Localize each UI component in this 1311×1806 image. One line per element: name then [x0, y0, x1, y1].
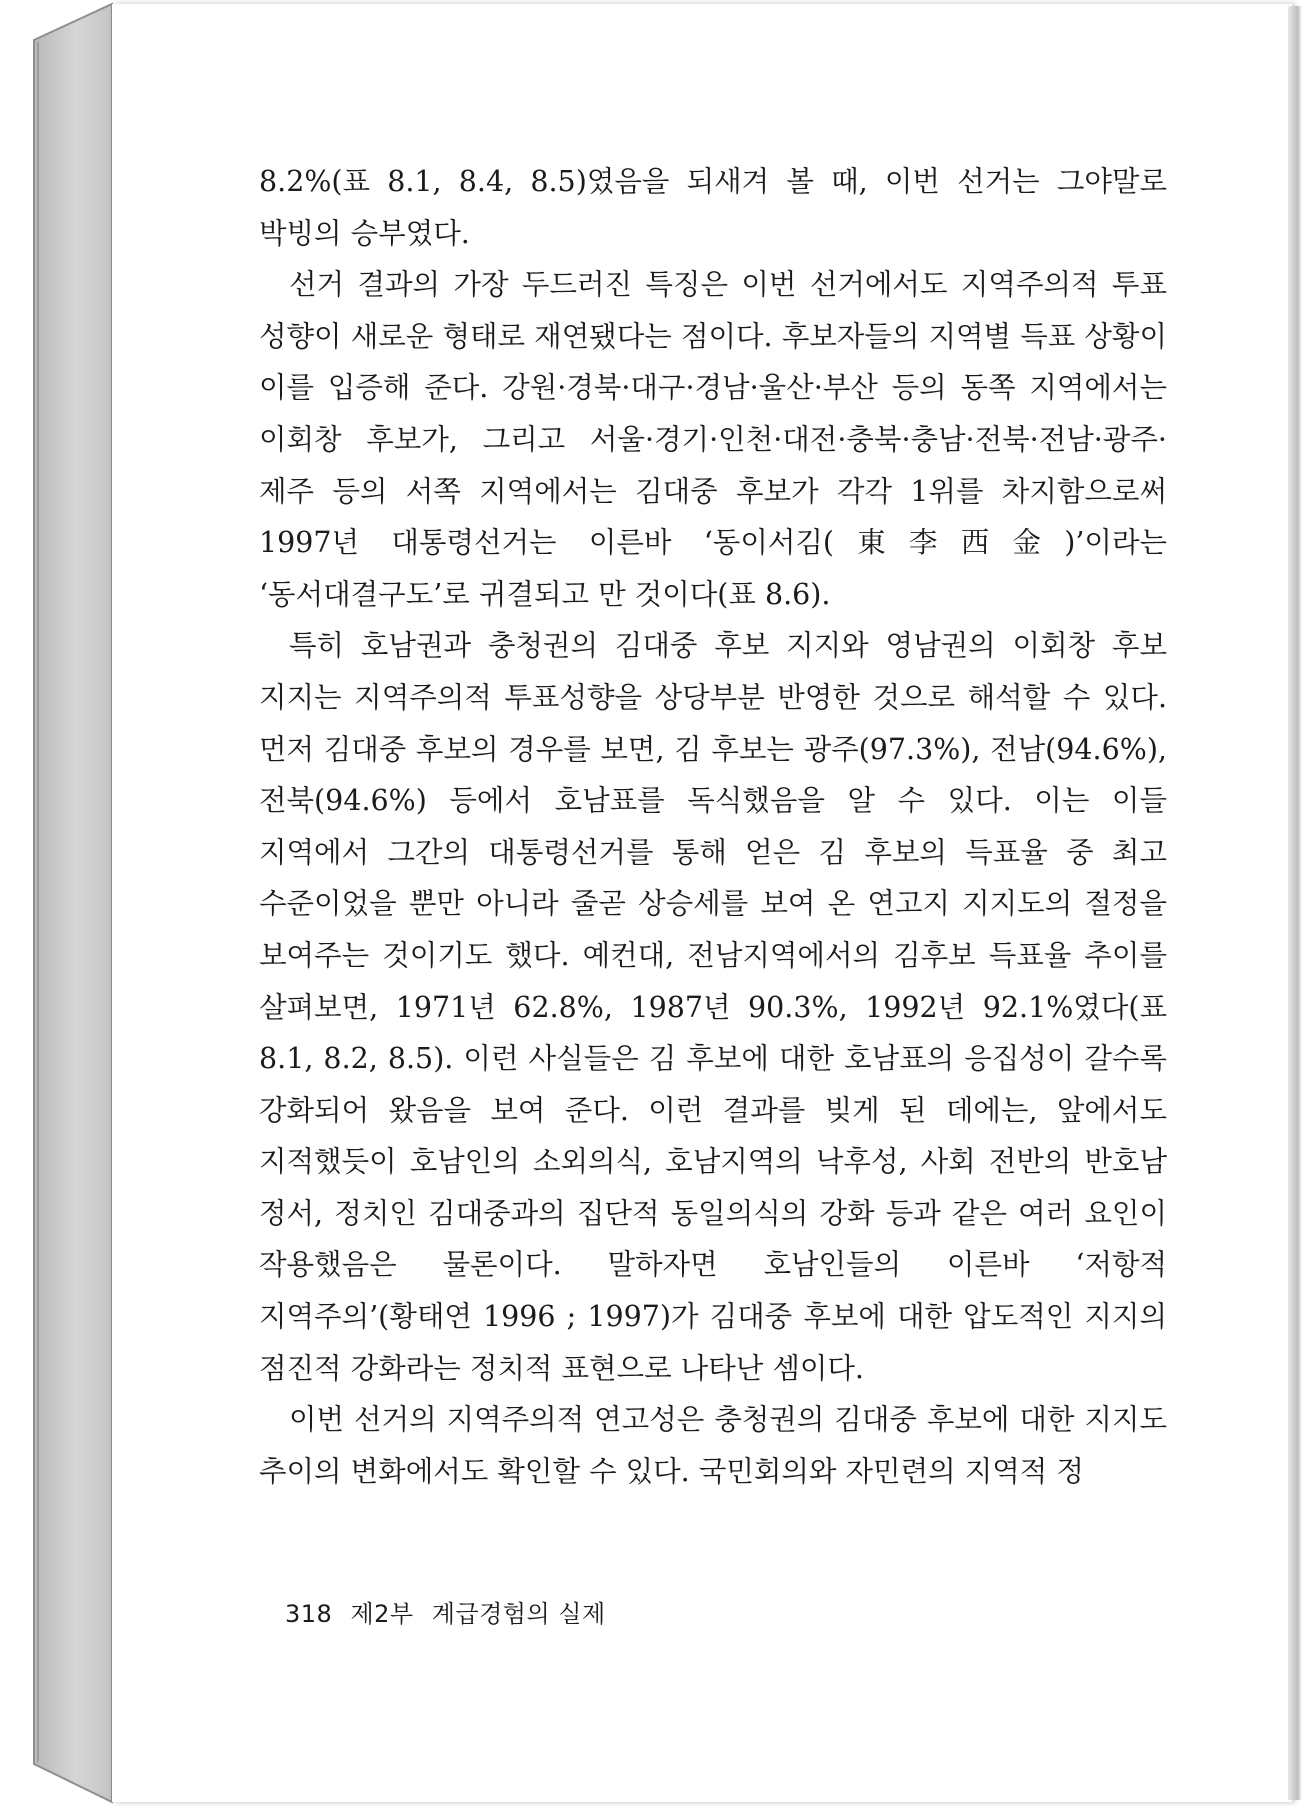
paragraph: 8.2%(표 8.1, 8.4, 8.5)였음을 되새겨 볼 때, 이번 선거는 그야말로 박빙의 승부였다. — [259, 165, 1167, 250]
paragraph: 특히 호남권과 충청권의 김대중 후보 지지와 영남권의 이회창 후보 지지는 지역주의적 투표성향을 상당부분 반영한 것으로 해석할 수 있다. 먼저 김대중 후보의 경우를 보면, 김 후보는 광주(97.3%), 전남(94.6%), 전북(94.6%) 등에서 호남표를 독식했음을 알 수 있다. 이는 이들 지역에서 그간의 대통령선거를 통해 얻은 김 후보의 득표율 중 최고 수준이었을 뿐만 아니라 줄곧 상승세를 보여 온 연고지 지지도의 절정을 보여주는 것이기도 했다. 예컨대, 전남지역에서의 김후보 득표율 추이를 살펴보면, 1971년 62.8%, 1987년 90.3%, 1992년 92.1%였다(표 8.1, 8.2, 8.5). 이런 사실들은 김 후보에 대한 호남표의 응집성이 갈수록 강화되어 왔음을 보여 준다. 이런 결과를 빚게 된 데에는, 앞에서도 지적했듯이 호남인의 소외의식, 호남지역의 낙후성, 사회 전반의 반호남 정서, 정치인 김대중과의 집단적 동일의식의 강화 등과 같은 여러 요인이 작용했음은 물론이다. 말하자면 호남인들의 이른바 ‘저항적 지역주의’(황태연 1996 ; 1997)가 김대중 후보에 대한 압도적인 지지의 점진적 강화라는 정치적 표현으로 나타난 셈이다. — [259, 629, 1167, 1385]
part-label: 제2부 — [350, 1600, 414, 1628]
page-body — [259, 156, 1167, 1497]
page-edge — [1288, 6, 1302, 1800]
paragraph: 선거 결과의 가장 두드러진 특징은 이번 선거에서도 지역주의적 투표 성향이 새로운 형태로 재연됐다는 점이다. 후보자들의 지역별 득표 상황이 이를 입증해 준다. 강원·경북·대구·경남·울산·부산 등의 동쪽 지역에서는 이회창 후보가, 그리고 서울·경기·인천·대전·충북·충남·전북·전남·광주·제주 등의 서쪽 지역에서는 김대중 후보가 각각 1위를 차지함으로써 1997년 대통령선거는 이른바 ‘동이서김(東李西金)’이라는 ‘동서대결구도’로 귀결되고 만 것이다(표 8.6). — [259, 268, 1167, 611]
chapter-title: 계급경험의 실제 — [431, 1600, 606, 1628]
page-number: 318 — [285, 1600, 333, 1628]
page-footer — [285, 1594, 616, 1629]
paragraph: 이번 선거의 지역주의적 연고성은 충청권의 김대중 후보에 대한 지지도 추이의 변화에서도 확인할 수 있다. 국민회의와 자민련의 지역적 정 — [259, 1403, 1167, 1488]
